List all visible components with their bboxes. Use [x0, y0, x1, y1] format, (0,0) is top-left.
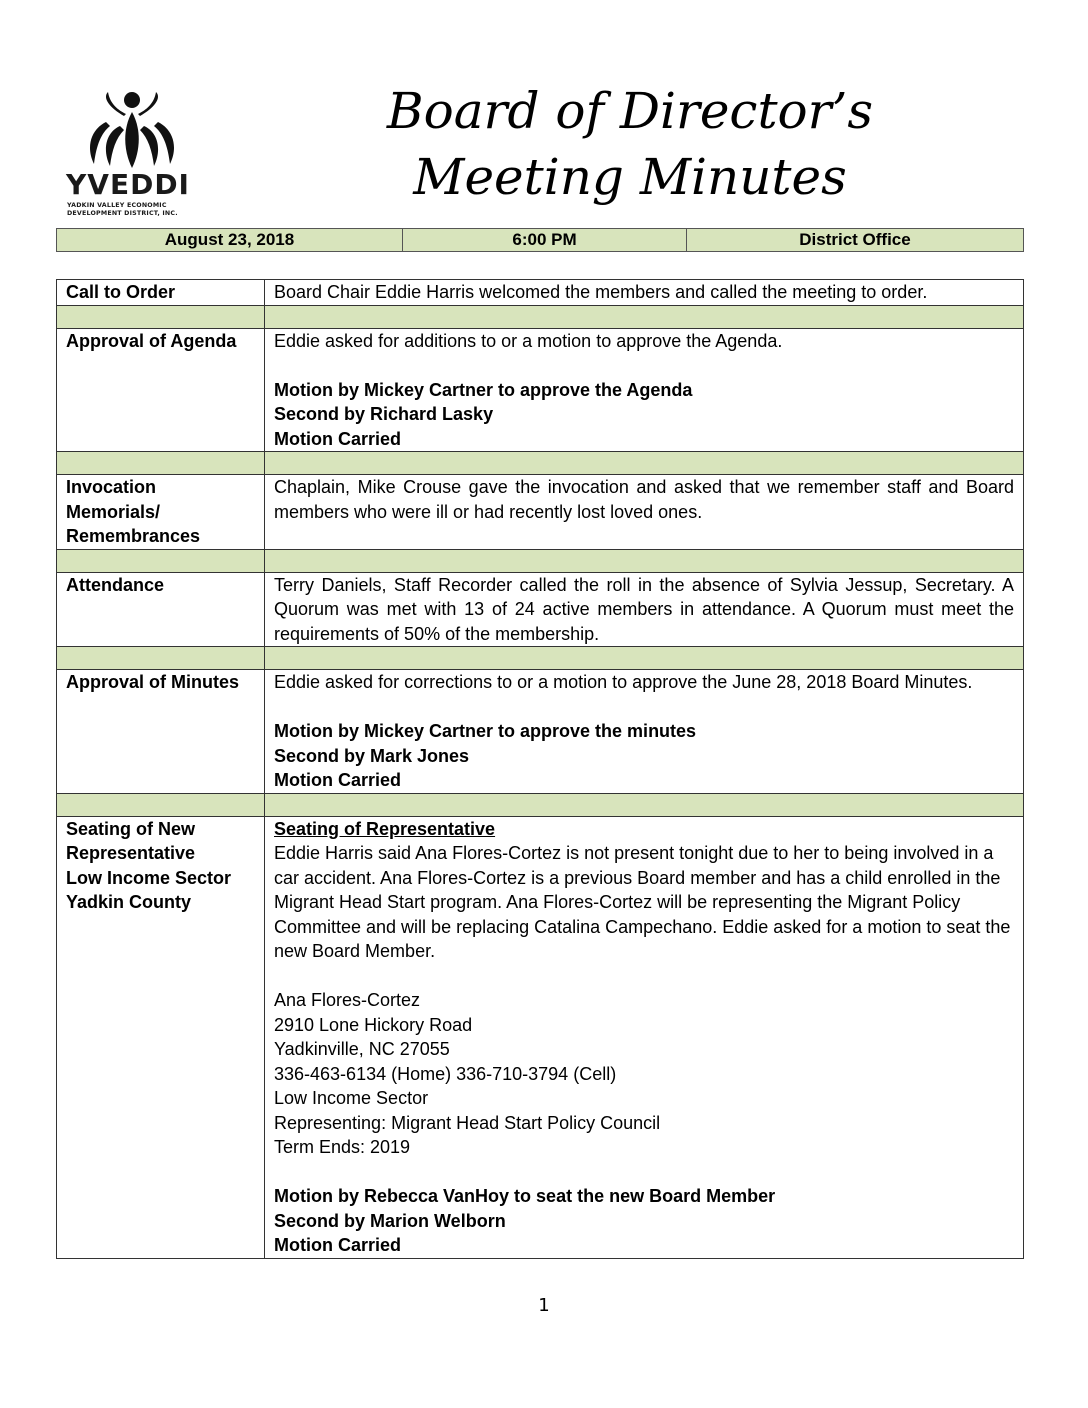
- motion-text: Motion by Mickey Cartner to approve the minutes: [274, 721, 697, 741]
- separator-row: [57, 305, 1024, 328]
- row-content: [265, 670, 1024, 794]
- address-line: 336-463-6134 (Home) 336-710-3794 (Cell): [274, 1063, 617, 1084]
- result-text: Motion Carried: [274, 1235, 402, 1255]
- page-number: 1: [538, 1295, 550, 1316]
- separator-row: [57, 793, 1024, 816]
- seating-row: [57, 816, 1024, 1258]
- row-text: Board Chair Eddie Harris welcomed the members and called the meeting to order.: [265, 280, 1024, 306]
- row-content: [265, 816, 1024, 1258]
- title-line-1: Board of Director’s: [386, 82, 874, 140]
- row-label: [57, 475, 265, 550]
- meeting-location: District Office: [799, 230, 911, 249]
- label-line: Remembrances: [66, 526, 201, 546]
- row-label: Approval of Agenda: [57, 328, 265, 452]
- address-line: 2910 Lone Hickory Road: [274, 1014, 473, 1035]
- call-to-order-row: [57, 280, 1024, 306]
- motion-text: Motion by Mickey Cartner to approve the Agenda: [274, 379, 693, 400]
- title-line-2: Meeting Minutes: [413, 148, 847, 206]
- meeting-date: August 23, 2018: [57, 229, 403, 251]
- meeting-info-bar: [56, 228, 1024, 252]
- row-content: [265, 328, 1024, 452]
- meeting-time: 6:00 PM: [403, 229, 687, 251]
- label-line: Representative: [66, 843, 196, 863]
- separator-row: [57, 647, 1024, 670]
- row-text: Eddie Harris said Ana Flores-Cortez is not present tonight due to her to being involved in a car accident. Ana Flores-Cortez is a previous Board member and has a child enrolled in the Migrant Head Start program. Ana Flores-Cortez will be representing the Migrant Policy Committee and will be replacing Catalina Campechano. Eddie asked for a motion to seat the new Board Member.: [274, 843, 1011, 961]
- row-text: Terry Daniels, Staff Recorder called the roll in the absence of Sylvia Jessup, Secretary. A Quorum was met with 13 of 24 active members in attendance. A Quorum must meet the requirements of 50% of the membership.: [265, 572, 1024, 647]
- section-heading: Seating of Representative: [274, 818, 496, 839]
- separator-row: [57, 549, 1024, 572]
- row-label: Call to Order: [57, 280, 265, 306]
- people-leaves-icon: [62, 90, 202, 170]
- label-line: Memorials/: [66, 501, 161, 522]
- separator-row: [57, 452, 1024, 475]
- row-label: Approval of Minutes: [57, 670, 265, 794]
- address-line: Yadkinville, NC 27055: [274, 1039, 450, 1059]
- row-text: Eddie asked for additions to or a motion to approve the Agenda.: [274, 330, 783, 351]
- result-text: Motion Carried: [274, 428, 402, 449]
- address-line: Ana Flores-Cortez: [274, 990, 421, 1010]
- second-text: Second by Richard Lasky: [274, 404, 494, 424]
- address-line: Representing: Migrant Head Start Policy Council: [274, 1112, 661, 1133]
- label-line: Yadkin County: [66, 892, 192, 912]
- approval-of-minutes-row: [57, 670, 1024, 794]
- document-title: [300, 78, 960, 210]
- minutes-table: [56, 279, 1024, 1259]
- address-line: Term Ends: 2019: [274, 1137, 411, 1157]
- logo-wordmark: YVEDDI: [66, 168, 190, 201]
- row-text: Chaplain, Mike Crouse gave the invocation and asked that we remember staff and Board members who were ill or had recently lost loved ones.: [265, 475, 1024, 550]
- label-line: Invocation: [66, 477, 157, 497]
- row-label: Attendance: [57, 572, 265, 647]
- label-line: Seating of New: [66, 818, 196, 839]
- attendance-row: [57, 572, 1024, 647]
- row-text: Eddie asked for corrections to or a motion to approve the June 28, 2018 Board Minutes.: [274, 672, 973, 692]
- logo-subtitle: YADKIN VALLEY ECONOMIC DEVELOPMENT DISTRICT, INC.: [67, 202, 178, 217]
- label-line: Low Income Sector: [66, 867, 232, 888]
- invocation-row: [57, 475, 1024, 550]
- motion-text: Motion by Rebecca VanHoy to seat the new Board Member: [274, 1186, 776, 1206]
- address-line: Low Income Sector: [274, 1088, 429, 1108]
- second-text: Second by Mark Jones: [274, 745, 470, 766]
- second-text: Second by Marion Welborn: [274, 1210, 506, 1231]
- row-label: [57, 816, 265, 1258]
- approval-of-agenda-row: [57, 328, 1024, 452]
- yveddi-logo: [62, 90, 202, 222]
- result-text: Motion Carried: [274, 770, 402, 790]
